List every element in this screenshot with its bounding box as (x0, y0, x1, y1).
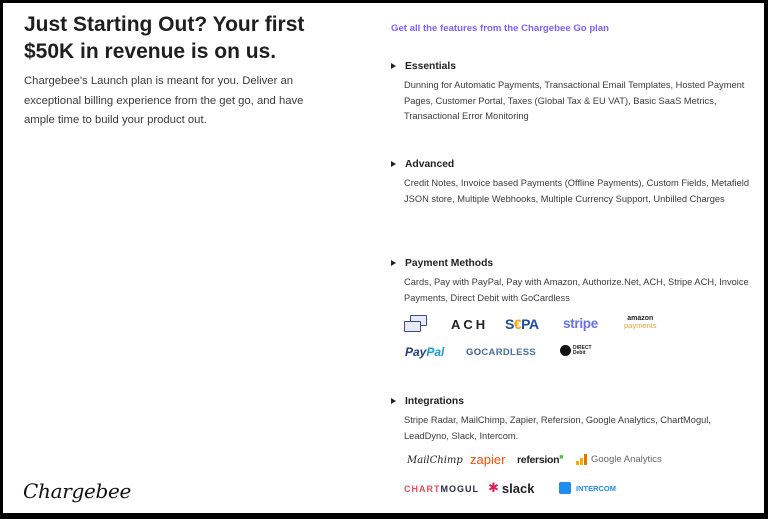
sepa-logo: S€PA (505, 316, 539, 332)
triangle-right-icon (391, 398, 396, 404)
section-body: Dunning for Automatic Payments, Transactional Email Templates, Hosted Payment Pages, Customer Portal, Taxes (Global Tax & EU VAT), Basic SaaS Metrics, Transactional Error Monitoring (404, 80, 745, 121)
page-title: Just Starting Out? Your first $50K in revenue is on us. (24, 13, 305, 63)
refersion-logo: refersion■ (517, 454, 564, 466)
zapier-logo: zapier (470, 452, 506, 467)
intercom-icon (559, 482, 571, 494)
chartmogul-logo: CHARTMOGUL (404, 484, 479, 494)
intercom-logo: INTERCOM (559, 482, 616, 494)
section-integrations[interactable] (387, 394, 747, 444)
slack-logo: ✱ slack (488, 480, 535, 496)
section-body: Credit Notes, Invoice based Payments (Offline Payments), Custom Fields, Metafield JSON store, Multiple Webhooks, Multiple Currency Support, Unbilled Charges (404, 178, 749, 204)
mailchimp-logo: MailChimp (407, 455, 463, 466)
triangle-right-icon (391, 63, 396, 69)
section-header[interactable] (387, 59, 747, 73)
section-body: Cards, Pay with PayPal, Pay with Amazon, Authorize.Net, ACH, Stripe ACH, Invoice Payments, Direct Debit with GoCardless (404, 277, 749, 303)
section-header[interactable] (387, 157, 747, 171)
credit-cards-icon (404, 315, 428, 333)
hero-description: Chargebee's Launch plan is meant for you. Deliver an exceptional billing experience from the get go, and have ample time to build your product out. (24, 75, 304, 126)
gocardless-logo: GOCARDLESS (466, 347, 537, 358)
google-analytics-logo: Google Analytics (576, 454, 662, 465)
direct-debit-logo: DIRECT Debit (560, 345, 592, 356)
direct-debit-icon (560, 345, 571, 356)
chargebee-logo: Chargebee (23, 479, 132, 503)
section-title: Advanced (405, 158, 455, 170)
amazon-payments-logo: amazon payments (624, 315, 657, 330)
section-header[interactable] (387, 394, 747, 408)
section-payment-methods[interactable] (387, 256, 747, 306)
section-title: Integrations (405, 395, 464, 407)
slack-icon: ✱ (488, 480, 499, 495)
section-header[interactable] (387, 256, 747, 270)
google-analytics-icon (576, 454, 587, 465)
section-essentials[interactable] (387, 59, 747, 125)
stripe-logo: stripe (563, 316, 598, 331)
ach-logo: ACH (451, 317, 489, 332)
paypal-logo: PayPal (405, 345, 445, 359)
triangle-right-icon (391, 161, 396, 167)
section-body: Stripe Radar, MailChimp, Zapier, Refersion, Google Analytics, ChartMogul, LeadDyno, Slack, Intercom. (404, 415, 711, 441)
triangle-right-icon (391, 260, 396, 266)
section-title: Essentials (405, 60, 456, 72)
section-advanced[interactable] (387, 157, 747, 207)
promo-link[interactable]: Get all the features from the Chargebee Go plan (391, 23, 610, 34)
section-title: Payment Methods (405, 257, 494, 269)
